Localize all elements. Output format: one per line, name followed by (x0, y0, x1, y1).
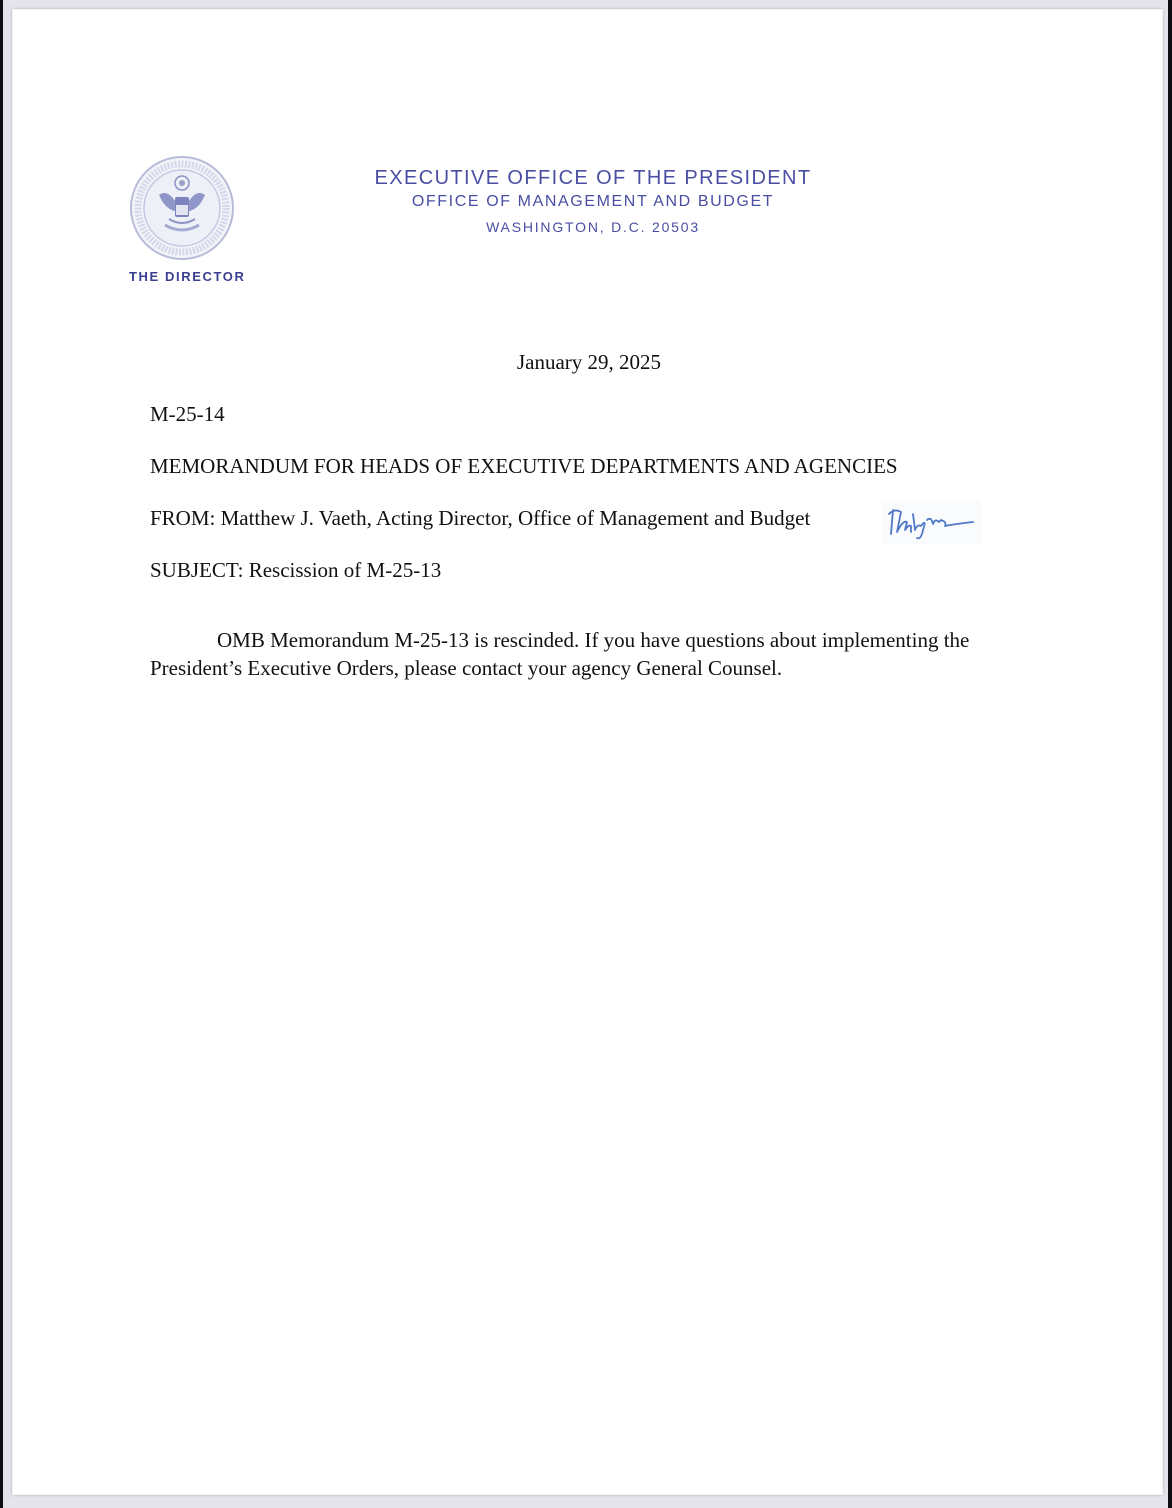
memo-from: FROM: Matthew J. Vaeth, Acting Director, Office of Management and Budget (150, 506, 811, 530)
memo-body-paragraph: OMB Memorandum M-25-13 is rescinded. If you have questions about implementing the President’s Executive Orders, please contact your agency General Counsel. (150, 628, 970, 680)
letterhead-address: WASHINGTON, D.C. 20503 (486, 219, 700, 235)
letterhead (343, 165, 843, 237)
memo-subject: SUBJECT: Rescission of M-25-13 (150, 558, 442, 582)
memo-number: M-25-14 (150, 402, 225, 426)
document-viewer (3, 0, 1168, 1508)
letterhead-executive-office: EXECUTIVE OFFICE OF THE PRESIDENT (374, 167, 812, 189)
letterhead-omb: OFFICE OF MANAGEMENT AND BUDGET (411, 193, 775, 210)
memo-addressee: MEMORANDUM FOR HEADS OF EXECUTIVE DEPARTMENTS AND AGENCIES (150, 454, 898, 478)
signature-icon (881, 500, 981, 544)
omb-seal-icon (129, 155, 235, 261)
director-label: THE DIRECTOR (129, 269, 246, 284)
memo-date: January 29, 2025 (516, 350, 662, 374)
